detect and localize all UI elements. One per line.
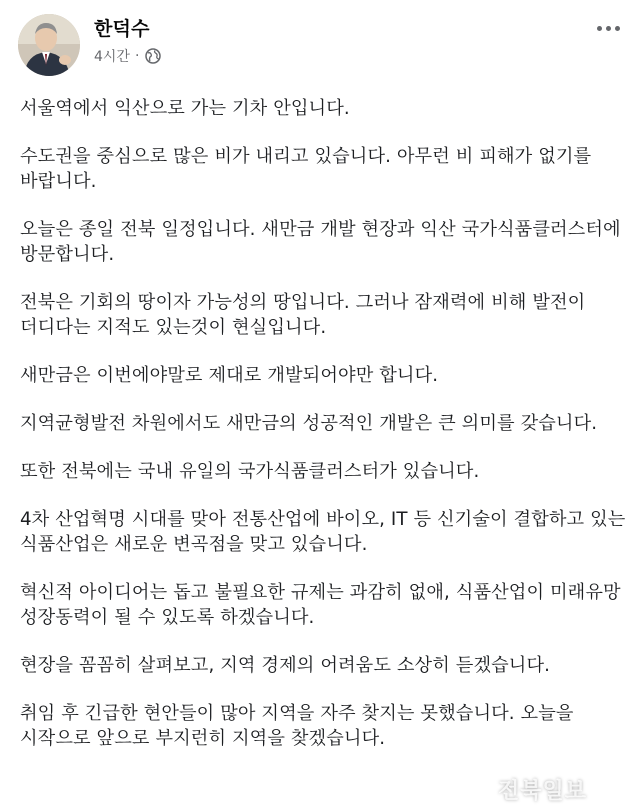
post-paragraph: 혁신적 아이디어는 돕고 불필요한 규제는 과감히 없애, 식품산업이 미래유망 성장동력이 될 수 있도록 하겠습니다. (20, 582, 621, 628)
post-paragraph: 새만금은 이번에야말로 제대로 개발되어야만 합니다. (20, 365, 439, 386)
post-paragraph: 전북은 기회의 땅이자 가능성의 땅입니다. 그러나 잠재력에 비해 발전이 더디다는 지적도 있는것이 현실입니다. (20, 292, 586, 338)
more-options-button[interactable] (590, 14, 626, 42)
watermark-logo: 전북일보 (498, 779, 588, 804)
post-paragraph: 서울역에서 익산으로 가는 기차 안입니다. (20, 98, 350, 119)
author-name[interactable]: 한덕수 (94, 18, 150, 40)
post-paragraph: 취임 후 긴급한 현안들이 많아 지역을 자주 찾지는 못했습니다. 오늘을 시작으로 앞으로 부지런히 지역을 찾겠습니다. (20, 703, 574, 749)
meta-separator: · (134, 48, 140, 64)
globe-icon[interactable] (145, 48, 161, 64)
post-time[interactable]: 4시간 (94, 49, 130, 65)
avatar-photo-icon (18, 14, 80, 76)
post-meta (94, 46, 161, 66)
post-paragraph: 또한 전북에는 국내 유일의 국가식품클러스터가 있습니다. (20, 461, 480, 482)
post-paragraph: 수도권을 중심으로 많은 비가 내리고 있습니다. 아무런 비 피해가 없기를 바랍니다. (20, 146, 592, 192)
post-paragraph: 4차 산업혁명 시대를 맞아 전통산업에 바이오, IT 등 신기술이 결합하고 있는 식품산업은 새로운 변곡점을 맞고 있습니다. (20, 509, 626, 555)
post-paragraph: 지역균형발전 차원에서도 새만금의 성공적인 개발은 큰 의미를 갖습니다. (20, 413, 598, 434)
profile-avatar[interactable] (18, 14, 80, 76)
post-header (0, 0, 640, 90)
post-paragraph: 현장을 꼼꼼히 살펴보고, 지역 경제의 어려움도 소상히 듣겠습니다. (20, 655, 550, 676)
post-body (20, 96, 626, 774)
more-horizontal-icon (597, 26, 620, 31)
post-paragraph: 오늘은 종일 전북 일정입니다. 새만금 개발 현장과 익산 국가식품클러스터에 방문합니다. (20, 219, 621, 265)
